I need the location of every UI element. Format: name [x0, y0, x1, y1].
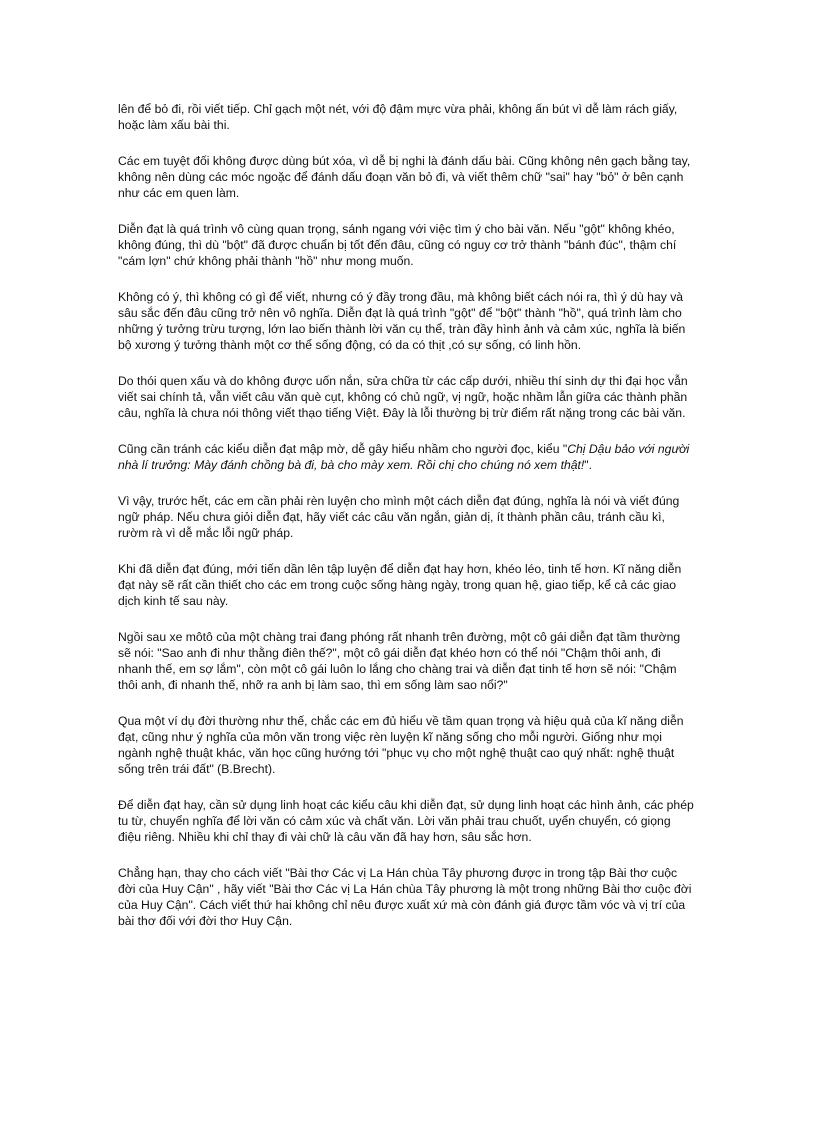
paragraph-11: Để diễn đạt hay, cần sử dụng linh hoạt các kiểu câu khi diễn đạt, sử dụng linh hoạt các hình ảnh, các phép tu từ, chuyển nghĩa để lời văn có cảm xúc và chất văn. Lời văn phải trau chuốt, uyển chuyển, có giọng điệu riêng. Nhiều khi chỉ thay đi vài chữ là câu văn đã hay hơn, sâu sắc hơn. — [118, 798, 694, 844]
paragraph-2: Các em tuyệt đối không được dùng bút xóa, vì dễ bị nghi là đánh dấu bài. Cũng không nên gạch bằng tay, không nên dùng các móc ngoặc để đánh dấu đoạn văn bỏ đi, và viết thêm chữ "sai" hay "bỏ" ở bên cạnh như các em quen làm. — [118, 154, 691, 200]
paragraph-6-tail: ". — [584, 458, 593, 472]
paragraph-3: Diễn đạt là quá trình vô cùng quan trọng, sánh ngang với việc tìm ý cho bài văn. Nếu "gột" không khéo, không đúng, thì dù "bột" đã được chuẩn bị tốt đến đâu, cũng có nguy cơ trở thành "bánh đúc", thậm chí "cám lợn" chứ không phải thành "hồ" như mong muốn. — [118, 222, 677, 268]
document-page — [118, 101, 696, 949]
paragraph-6 — [118, 441, 696, 473]
paragraph-10: Qua một ví dụ đời thường như thế, chắc các em đủ hiểu về tầm quan trọng và hiệu quả của kĩ năng diễn đạt, cũng như ý nghĩa của môn văn trong việc rèn luyện kĩ năng sống cho mỗi người. Giống như mọi ngành nghệ thuật khác, văn học cũng hướng tới "phục vụ cho một nghệ thuật cao quý nhất: nghệ thuật sống trên trái đất" (B.Brecht). — [118, 714, 684, 776]
paragraph-7: Vì vậy, trước hết, các em cần phải rèn luyện cho mình một cách diễn đạt đúng, nghĩa là nói và viết đúng ngữ pháp. Nếu chưa giỏi diễn đạt, hãy viết các câu văn ngắn, giản dị, ít thành phần câu, tránh cầu kì, rườm rà vì dễ mắc lỗi ngữ pháp. — [118, 494, 680, 540]
paragraph-4: Không có ý, thì không có gì để viết, nhưng có ý đầy trong đầu, mà không biết cách nói ra, thì ý dù hay và sâu sắc đến đâu cũng trở nên vô nghĩa. Diễn đạt là quá trình "gột" để "bột" thành "hồ", quá trình làm cho những ý tưởng trừu tượng, lớn lao biến thành lời văn cụ thể, tràn đầy hình ảnh và cảm xúc, nghĩa là biến bộ xương ý tưởng thành một cơ thể sống động, có da có thịt ,có sự sống, có linh hồn. — [118, 290, 686, 352]
paragraph-12: Chẳng hạn, thay cho cách viết "Bài thơ Các vị La Hán chùa Tây phương được in trong tập Bài thơ cuộc đời của Huy Cận" , hãy viết "Bài thơ Các vị La Hán chùa Tây phương là một trong những Bài thơ cuộc đời của Huy Cận". Cách viết thứ hai không chỉ nêu được xuất xứ mà còn đánh giá được tầm vóc và vị trí của bài thơ đối với đời thơ Huy Cận. — [118, 866, 692, 928]
paragraph-8: Khi đã diễn đạt đúng, mới tiến dần lên tập luyện để diễn đạt hay hơn, khéo léo, tinh tế hơn. Kĩ năng diễn đạt này sẽ rất cần thiết cho các em trong cuộc sống hàng ngày, trong quan hệ, giao tiếp, kể cả các giao dịch kinh tế sau này. — [118, 562, 682, 608]
paragraph-6-quote: Chị Dậu bảo với người nhà lí trưởng: Mày đánh chồng bà đi, bà cho mày xem. Rồi chị cho chúng nó xem thật! — [118, 442, 690, 472]
paragraph-9: Ngồi sau xe môtô của một chàng trai đang phóng rất nhanh trên đường, một cô gái diễn đạt tầm thường sẽ nói: "Sao anh đi như thằng điên thế?", một cô gái diễn đạt khéo hơn có thể nói "Chậm thôi anh, đi nhanh thế, em sợ lắm", còn một cô gái luôn lo lắng cho chàng trai và diễn đạt tinh tế hơn sẽ nói: "Chậm thôi anh, đi nhanh thế, nhỡ ra anh bị làm sao, thì em sống làm sao nổi?" — [118, 630, 681, 692]
paragraph-1: lên để bỏ đi, rồi viết tiếp. Chỉ gạch một nét, với độ đậm mực vừa phải, không ấn bút vì dễ làm rách giấy, hoặc làm xấu bài thi. — [118, 102, 678, 132]
paragraph-6-lead: Cũng cần tránh các kiểu diễn đạt mập mờ, dễ gây hiểu nhầm cho người đọc, kiểu " — [118, 442, 568, 456]
paragraph-5: Do thói quen xấu và do không được uốn nắn, sửa chữa từ các cấp dưới, nhiều thí sinh dự thi đại học vẫn viết sai chính tả, vẫn viết câu văn què cụt, không có chủ ngữ, vị ngữ, hoặc nhầm lẫn giữa các thành phần câu, nghĩa là chưa nói thông viết thạo tiếng Việt. Đây là lỗi thường bị trừ điểm rất nặng trong các bài văn. — [118, 374, 688, 420]
